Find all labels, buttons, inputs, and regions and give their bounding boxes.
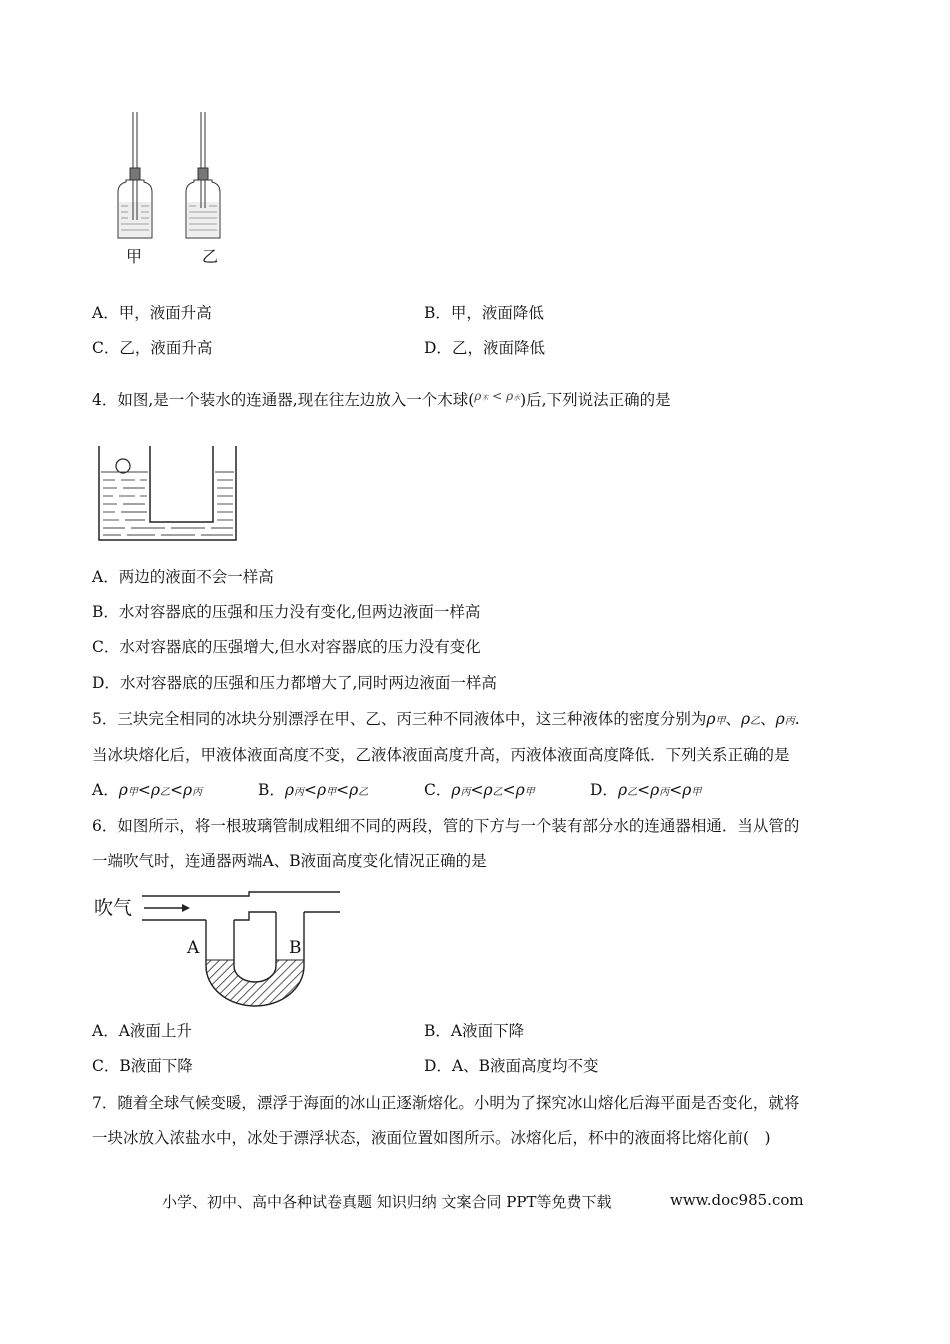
q4-option-b[interactable]: B．水对容器底的压强和压力没有变化,但两边液面一样高 <box>92 603 481 621</box>
q5-stem-line1: 5．三块完全相同的冰块分别漂浮在甲、乙、丙三种不同液体中，这三种液体的密度分别为ρ甲、ρ乙、ρ丙. <box>92 710 800 728</box>
label-a: A <box>187 938 200 958</box>
q5-option-a[interactable]: A．ρ甲<ρ乙<ρ丙 <box>92 781 203 799</box>
q3-option-c[interactable]: C．乙，液面升高 <box>92 339 213 357</box>
q5-option-c[interactable]: C．ρ丙<ρ乙<ρ甲 <box>424 781 535 799</box>
u-tube-water <box>206 960 304 1006</box>
q7-stem-line1: 7．随着全球气候变暖，漂浮于海面的冰山正逐渐熔化。小明为了探究冰山熔化后海平面是否变化，就将 <box>92 1094 800 1112</box>
q4-option-a[interactable]: A．两边的液面不会一样高 <box>92 568 274 586</box>
bottle-yi <box>186 112 220 238</box>
q4-option-d[interactable]: D．水对容器底的压强和压力都增大了,同时两边液面一样高 <box>92 674 497 692</box>
blow-label: 吹气 <box>94 897 133 919</box>
q6-stem-line2: 一端吹气时，连通器两端A、B液面高度变化情况正确的是 <box>92 852 487 870</box>
q6-option-a[interactable]: A．A液面上升 <box>92 1022 192 1040</box>
q5-stem-line2: 当冰块熔化后，甲液体液面高度不变，乙液体液面高度升高，丙液体液面高度降低．下列关系正确的是 <box>92 746 790 764</box>
footer-text: 小学、初中、高中各种试卷真题 知识归纳 文案合同 PPT等免费下载 <box>162 1193 612 1211</box>
q5-option-d[interactable]: D．ρ乙<ρ丙<ρ甲 <box>590 781 702 799</box>
bottle-label-jia: 甲 <box>126 247 143 266</box>
q6-stem-line1: 6．如图所示，将一根玻璃管制成粗细不同的两段，管的下方与一个装有部分水的连通器相通．当从管的 <box>92 817 800 835</box>
bottle-jia <box>118 112 152 238</box>
wooden-ball <box>116 459 130 473</box>
q4-stem: 4．如图,是一个装水的连通器,现在往左边放入一个木球($^{\rho 木 < \rho 水}$)后,下列说法正确的是 <box>92 389 671 409</box>
q3-option-b[interactable]: B．甲，液面降低 <box>424 304 544 322</box>
q6-option-c[interactable]: C．B液面下降 <box>92 1057 193 1075</box>
q6-option-d[interactable]: D．A、B液面高度均不变 <box>424 1057 599 1075</box>
footer-site-link[interactable]: www.doc985.com <box>670 1191 804 1209</box>
label-b: B <box>289 938 302 958</box>
blow-tube-figure <box>94 890 344 1020</box>
q7-stem-line2: 一块冰放入浓盐水中，冰处于漂浮状态，液面位置如图所示。冰熔化后，杯中的液面将比熔化前( ) <box>92 1129 771 1147</box>
q3-option-a[interactable]: A．甲，液面升高 <box>92 304 212 322</box>
q3-option-d[interactable]: D．乙，液面降低 <box>424 339 545 357</box>
q4-option-c[interactable]: C．水对容器底的压强增大,但水对容器底的压力没有变化 <box>92 638 481 656</box>
q5-option-b[interactable]: B．ρ丙<ρ甲<ρ乙 <box>258 781 369 799</box>
bottle-label-yi: 乙 <box>202 247 219 266</box>
q6-option-b[interactable]: B．A液面下降 <box>424 1022 525 1040</box>
connector-ball-figure <box>95 444 240 546</box>
